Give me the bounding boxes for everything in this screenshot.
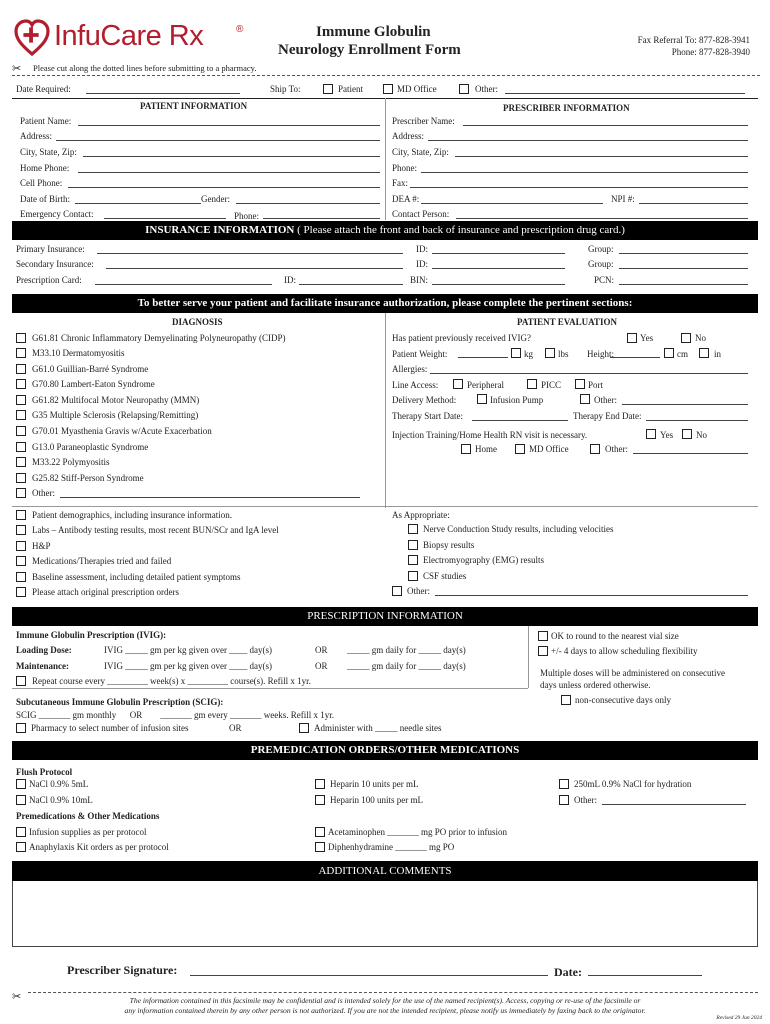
diagnosis-item: G70.01 Myasthenia Gravis w/Acute Exacerbation bbox=[32, 426, 212, 436]
diagnosis-item: G25.82 Stiff-Person Syndrome bbox=[32, 473, 144, 483]
delivery-other-label: Other: bbox=[594, 395, 617, 405]
injection-training-label: Injection Training/Home Health RN visit is necessary. bbox=[392, 430, 588, 440]
administer-needle-sites-checkbox[interactable] bbox=[299, 723, 309, 733]
injection-training-yes-label: Yes bbox=[660, 430, 674, 440]
patient-city-label: City, State, Zip: bbox=[20, 147, 77, 157]
injection-other-label: Other: bbox=[605, 444, 628, 454]
patient-name-field[interactable] bbox=[78, 125, 380, 126]
diagnosis-checkbox-polymyositis[interactable] bbox=[16, 457, 26, 467]
height-in-label: in bbox=[714, 349, 722, 359]
allergies-label: Allergies: bbox=[392, 364, 428, 374]
diagnosis-item: M33.10 Dermatomyositis bbox=[32, 348, 125, 358]
maintenance-ivig-line: IVIG _____ gm per kg given over ____ day(s) bbox=[104, 661, 272, 671]
doc-other-checkbox[interactable] bbox=[392, 586, 402, 596]
footer-disclaimer-1: The information contained in this facsimile may be confidential and is intended solely for the use of the named recipient(s). Access, copying or re-use of the facsimile or bbox=[129, 996, 641, 1005]
diagnosis-checkbox-stiff-person[interactable] bbox=[16, 473, 26, 483]
ivig-previous-no-label: No bbox=[695, 333, 706, 343]
rx-card-id-label: ID: bbox=[284, 275, 296, 285]
fax-referral: Fax Referral To: 877-828-3941 bbox=[637, 35, 750, 45]
diagnosis-checkbox-other[interactable] bbox=[16, 488, 26, 498]
repeat-course-label: Repeat course every _________ week(s) x _________ course(s). Refill x 1yr. bbox=[32, 676, 311, 686]
diagnosis-checkbox-cidp[interactable] bbox=[16, 333, 26, 343]
doc-labs-checkbox[interactable] bbox=[16, 525, 26, 535]
anaphylaxis-kit-checkbox[interactable] bbox=[16, 842, 26, 852]
injection-training-no-label: No bbox=[696, 430, 707, 440]
prescriber-npi-label: NPI #: bbox=[611, 194, 635, 204]
secondary-id-label: ID: bbox=[416, 259, 428, 269]
maintenance-label: Maintenance: bbox=[16, 661, 69, 671]
comments-box[interactable] bbox=[12, 881, 758, 947]
rx-card-id-field[interactable] bbox=[299, 284, 403, 285]
date-required-label: Date Required: bbox=[16, 84, 71, 94]
diagnosis-checkbox-myasthenia[interactable] bbox=[16, 426, 26, 436]
ivig-prescription-title: Immune Globulin Prescription (IVIG): bbox=[16, 630, 167, 640]
diagnosis-item: G61.0 Guillian-Barré Syndrome bbox=[32, 364, 149, 374]
doc-item: H&P bbox=[32, 541, 51, 551]
line-access-port-label: Port bbox=[588, 380, 604, 390]
evaluation-heading: PATIENT EVALUATION bbox=[517, 317, 617, 327]
maintenance-or: OR bbox=[315, 661, 328, 671]
flush-heparin-10-checkbox[interactable] bbox=[315, 779, 325, 789]
prescriber-phone-field[interactable] bbox=[421, 172, 748, 173]
insurance-heading-bar bbox=[12, 221, 758, 240]
title-line-2: Neurology Enrollment Form bbox=[278, 42, 461, 58]
patient-city-field[interactable] bbox=[83, 156, 380, 157]
doc-demographics-checkbox[interactable] bbox=[16, 510, 26, 520]
as-appropriate-label: As Appropriate: bbox=[392, 510, 450, 520]
ship-to-other-label: Other: bbox=[475, 84, 498, 94]
diagnosis-checkbox-dermatomyositis[interactable] bbox=[16, 348, 26, 358]
diagnosis-item: M33.22 Polymyositis bbox=[32, 457, 110, 467]
diagnosis-item: G61.82 Multifocal Motor Neuropathy (MMN) bbox=[32, 395, 200, 405]
ivig-previous-no-checkbox[interactable] bbox=[681, 333, 691, 343]
flush-nacl-5ml-checkbox[interactable] bbox=[16, 779, 26, 789]
prescriber-signature-label: Prescriber Signature: bbox=[67, 963, 178, 977]
prescriber-name-field[interactable] bbox=[463, 125, 748, 126]
patient-address-field[interactable] bbox=[56, 140, 380, 141]
secondary-insurance-label: Secondary Insurance: bbox=[16, 259, 94, 269]
injection-home-label: Home bbox=[475, 444, 497, 454]
prescriber-address-field[interactable] bbox=[428, 140, 748, 141]
allergies-field[interactable] bbox=[430, 373, 748, 374]
documents-divider bbox=[12, 506, 758, 507]
signature-date-label: Date: bbox=[554, 965, 582, 979]
loading-ivig-line: IVIG _____ gm per kg given over ____ day(s) bbox=[104, 645, 272, 655]
scissors-icon: ✂ bbox=[12, 63, 22, 75]
prescriber-contact-label: Contact Person: bbox=[392, 209, 450, 219]
multiple-doses-note: Multiple doses will be administered on consecutive bbox=[540, 668, 725, 678]
rx-card-bin-field[interactable] bbox=[432, 284, 565, 285]
flush-item: NaCl 0.9% 5mL bbox=[29, 779, 89, 789]
premed-item: Acetaminophen _______ mg PO prior to infusion bbox=[328, 827, 507, 837]
ship-to-label: Ship To: bbox=[270, 84, 301, 94]
prescription-heading-bar: PRESCRIPTION INFORMATION bbox=[12, 607, 758, 626]
diagnosis-heading: DIAGNOSIS bbox=[172, 317, 223, 327]
delivery-method-label: Delivery Method: bbox=[392, 395, 457, 405]
round-vial-checkbox[interactable] bbox=[538, 631, 548, 641]
primary-id-field[interactable] bbox=[432, 253, 565, 254]
heart-logo-icon bbox=[14, 18, 50, 58]
doc-medications-checkbox[interactable] bbox=[16, 556, 26, 566]
primary-insurance-field[interactable] bbox=[97, 253, 403, 254]
prescriber-dea-field[interactable] bbox=[421, 203, 603, 204]
doc-item: Biopsy results bbox=[423, 540, 475, 550]
ship-to-patient-checkbox[interactable] bbox=[323, 84, 333, 94]
doc-item: Electromyography (EMG) results bbox=[423, 555, 544, 565]
injection-training-no-checkbox[interactable] bbox=[682, 429, 692, 439]
doc-other-label: Other: bbox=[407, 586, 430, 596]
injection-other-checkbox[interactable] bbox=[590, 444, 600, 454]
brand-name: InfuCare Rx bbox=[54, 20, 204, 52]
flush-nacl-hydration-checkbox[interactable] bbox=[559, 779, 569, 789]
primary-group-field[interactable] bbox=[619, 253, 748, 254]
diagnosis-checkbox-ms[interactable] bbox=[16, 410, 26, 420]
patient-home-phone-label: Home Phone: bbox=[20, 163, 70, 173]
injection-md-office-checkbox[interactable] bbox=[515, 444, 525, 454]
insurance-heading-note: ( Please attach the front and back of insurance and prescription drug card.) bbox=[294, 224, 625, 236]
pharmacy-select-sites-checkbox[interactable] bbox=[16, 723, 26, 733]
scissors-icon: ✂ bbox=[12, 991, 22, 1003]
doc-item: Patient demographics, including insurance information. bbox=[32, 510, 232, 520]
patient-emergency-phone-field[interactable] bbox=[263, 218, 380, 219]
secondary-group-label: Group: bbox=[588, 259, 614, 269]
prescriber-signature-field[interactable] bbox=[190, 975, 548, 976]
prescription-column-divider bbox=[528, 626, 529, 688]
prescriber-info-heading: PRESCRIBER INFORMATION bbox=[503, 103, 630, 113]
scheduling-flex-label: +/- 4 days to allow scheduling flexibility bbox=[551, 646, 698, 656]
doc-emg-checkbox[interactable] bbox=[408, 555, 418, 565]
diagnosis-checkbox-guillain-barre[interactable] bbox=[16, 364, 26, 374]
flush-item: Heparin 10 units per mL bbox=[330, 779, 419, 789]
flush-item: 250mL 0.9% NaCl for hydration bbox=[574, 779, 692, 789]
info-column-divider bbox=[385, 98, 386, 220]
date-required-field[interactable] bbox=[86, 93, 240, 94]
prescriber-city-field[interactable] bbox=[455, 156, 748, 157]
injection-other-field[interactable] bbox=[633, 453, 748, 454]
patient-cell-phone-label: Cell Phone: bbox=[20, 178, 63, 188]
scig-prescription-title: Subcutaneous Immune Globulin Prescription (SCIG): bbox=[16, 697, 224, 707]
diagnosis-item: G13.0 Paraneoplastic Syndrome bbox=[32, 442, 149, 452]
rx-card-pcn-label: PCN: bbox=[594, 275, 615, 285]
flush-other-label: Other: bbox=[574, 795, 597, 805]
prescriber-fax-field[interactable] bbox=[410, 187, 748, 188]
ship-to-other-field[interactable] bbox=[505, 93, 745, 94]
line-access-peripheral-label: Peripheral bbox=[467, 380, 504, 390]
ship-to-md-office-checkbox[interactable] bbox=[383, 84, 393, 94]
secondary-id-field[interactable] bbox=[432, 268, 565, 269]
patient-name-label: Patient Name: bbox=[20, 116, 72, 126]
diagnosis-other-field[interactable] bbox=[60, 497, 360, 498]
secondary-insurance-field[interactable] bbox=[106, 268, 403, 269]
ivig-previous-yes-checkbox[interactable] bbox=[627, 333, 637, 343]
doc-baseline-checkbox[interactable] bbox=[16, 572, 26, 582]
line-access-port-checkbox[interactable] bbox=[575, 379, 585, 389]
phone-number: Phone: 877-828-3940 bbox=[671, 47, 750, 57]
logo bbox=[14, 18, 254, 58]
injection-home-checkbox[interactable] bbox=[461, 444, 471, 454]
therapy-end-date-label: Therapy End Date: bbox=[573, 411, 642, 421]
injection-md-office-label: MD Office bbox=[529, 444, 569, 454]
weight-kg-checkbox[interactable] bbox=[511, 348, 521, 358]
weight-lbs-label: lbs bbox=[558, 349, 569, 359]
flush-heparin-100-checkbox[interactable] bbox=[315, 795, 325, 805]
height-cm-checkbox[interactable] bbox=[664, 348, 674, 358]
comments-heading-bar: ADDITIONAL COMMENTS bbox=[12, 861, 758, 881]
doc-hp-checkbox[interactable] bbox=[16, 541, 26, 551]
patient-info-heading: PATIENT INFORMATION bbox=[140, 101, 248, 111]
doc-item: Baseline assessment, including detailed patient symptoms bbox=[32, 572, 241, 582]
cut-note: Please cut along the dotted lines before submitting to a pharmacy. bbox=[33, 63, 257, 73]
line-access-picc-label: PICC bbox=[541, 380, 562, 390]
prescriber-contact-field[interactable] bbox=[456, 218, 748, 219]
premed-item: Diphenhydramine _______ mg PO bbox=[328, 842, 455, 852]
weight-lbs-checkbox[interactable] bbox=[545, 348, 555, 358]
doc-biopsy-checkbox[interactable] bbox=[408, 540, 418, 550]
loading-daily-line: _____ gm daily for _____ day(s) bbox=[347, 645, 466, 655]
prescription-card-label: Prescription Card: bbox=[16, 275, 82, 285]
repeat-course-checkbox[interactable] bbox=[16, 676, 26, 686]
delivery-infusion-pump-checkbox[interactable] bbox=[477, 394, 487, 404]
scig-or: OR bbox=[229, 723, 242, 733]
diagnosis-checkbox-lambert-eaton[interactable] bbox=[16, 379, 26, 389]
patient-weight-label: Patient Weight: bbox=[392, 349, 448, 359]
line-access-picc-checkbox[interactable] bbox=[527, 379, 537, 389]
rx-card-bin-label: BIN: bbox=[410, 275, 428, 285]
flush-item: NaCl 0.9% 10mL bbox=[29, 795, 93, 805]
revised-date: Revised 29 Jun 2024 bbox=[716, 1015, 762, 1021]
primary-insurance-label: Primary Insurance: bbox=[16, 244, 85, 254]
prescriber-fax-label: Fax: bbox=[392, 178, 409, 188]
patient-cell-phone-field[interactable] bbox=[68, 187, 380, 188]
doc-item: CSF studies bbox=[423, 571, 467, 581]
flush-item: Heparin 100 units per mL bbox=[330, 795, 423, 805]
footer-disclaimer-2: any information contained therein by any other person is not authorized. If you are not the intended recipient, please notify us immediately by faxing back to the originator. bbox=[124, 1006, 646, 1015]
prescriber-address-label: Address: bbox=[392, 131, 424, 141]
flush-protocol-title: Flush Protocol bbox=[16, 767, 73, 777]
loading-dose-label: Loading Dose: bbox=[16, 645, 72, 655]
prescriber-phone-label: Phone: bbox=[392, 163, 418, 173]
title-line-1: Immune Globulin bbox=[316, 24, 431, 40]
patient-height-field[interactable] bbox=[610, 357, 660, 358]
diagnosis-checkbox-paraneoplastic[interactable] bbox=[16, 442, 26, 452]
bottom-cut-line bbox=[28, 992, 758, 993]
diagnosis-item: G61.81 Chronic Inflammatory Demyelinating Polyneuropathy (CIDP) bbox=[32, 333, 286, 343]
loading-or: OR bbox=[315, 645, 328, 655]
premed-heading-bar: PREMEDICATION ORDERS/OTHER MEDICATIONS bbox=[12, 741, 758, 760]
patient-height-label: Height: bbox=[587, 349, 614, 359]
line-access-peripheral-checkbox[interactable] bbox=[453, 379, 463, 389]
prescriber-npi-field[interactable] bbox=[639, 203, 748, 204]
doc-item: Labs – Antibody testing results, most recent BUN/SCr and IgA level bbox=[32, 525, 279, 535]
doc-item: Please attach original prescription orders bbox=[32, 587, 179, 597]
therapy-start-date-field[interactable] bbox=[472, 420, 568, 421]
pharmacy-select-sites-label: Pharmacy to select number of infusion sites bbox=[31, 723, 189, 733]
prescriber-city-label: City, State, Zip: bbox=[392, 147, 449, 157]
prescriber-name-label: Prescriber Name: bbox=[392, 116, 455, 126]
acetaminophen-checkbox[interactable] bbox=[315, 827, 325, 837]
non-consecutive-label: non-consecutive days only bbox=[575, 695, 671, 705]
administer-needle-sites-label: Administer with _____ needle sites bbox=[314, 723, 442, 733]
round-vial-label: OK to round to the nearest vial size bbox=[551, 631, 679, 641]
patient-emergency-label: Emergency Contact: bbox=[20, 209, 94, 219]
sections-instruction-bar: To better serve your patient and facilitate insurance authorization, please complete the pertinent sections: bbox=[12, 294, 758, 313]
prescription-ivig-divider bbox=[12, 688, 528, 689]
patient-dob-field[interactable] bbox=[75, 203, 201, 204]
cut-line bbox=[12, 75, 760, 76]
primary-id-label: ID: bbox=[416, 244, 428, 254]
premed-item: Anaphylaxis Kit orders as per protocol bbox=[29, 842, 169, 852]
ivig-previous-question: Has patient previously received IVIG? bbox=[392, 333, 531, 343]
scig-dose-line: SCIG _______ gm monthly OR _______ gm every _______ weeks. Refill x 1yr. bbox=[16, 710, 334, 720]
ship-to-patient-label: Patient bbox=[338, 84, 363, 94]
patient-home-phone-field[interactable] bbox=[78, 172, 380, 173]
multiple-doses-note-2: days unless ordered otherwise. bbox=[540, 680, 651, 690]
maintenance-daily-line: _____ gm daily for _____ day(s) bbox=[347, 661, 466, 671]
line-access-label: Line Access: bbox=[392, 380, 439, 390]
premed-item: Infusion supplies as per protocol bbox=[29, 827, 147, 837]
patient-gender-label: Gender: bbox=[201, 194, 230, 204]
prescriber-dea-label: DEA #: bbox=[392, 194, 420, 204]
doc-prescription-orders-checkbox[interactable] bbox=[16, 587, 26, 597]
patient-emergency-field[interactable] bbox=[104, 218, 226, 219]
non-consecutive-checkbox[interactable] bbox=[561, 695, 571, 705]
diagnosis-column-divider bbox=[385, 313, 386, 508]
doc-item: Nerve Conduction Study results, including velocities bbox=[423, 524, 614, 534]
premedications-title: Premedications & Other Medications bbox=[16, 811, 160, 821]
patient-address-label: Address: bbox=[20, 131, 52, 141]
diagnosis-item: G35 Multiple Sclerosis (Relapsing/Remitting) bbox=[32, 410, 199, 420]
delivery-infusion-pump-label: Infusion Pump bbox=[490, 395, 544, 405]
flush-other-field[interactable] bbox=[602, 804, 746, 805]
flush-other-checkbox[interactable] bbox=[559, 795, 569, 805]
delivery-other-checkbox[interactable] bbox=[580, 394, 590, 404]
infusion-supplies-checkbox[interactable] bbox=[16, 827, 26, 837]
rx-card-pcn-field[interactable] bbox=[619, 284, 748, 285]
scheduling-flex-checkbox[interactable] bbox=[538, 646, 548, 656]
doc-other-field[interactable] bbox=[435, 595, 748, 596]
therapy-start-date-label: Therapy Start Date: bbox=[392, 411, 463, 421]
ship-to-other-checkbox[interactable] bbox=[459, 84, 469, 94]
patient-gender-field[interactable] bbox=[236, 203, 380, 204]
doc-item: Medications/Therapies tried and failed bbox=[32, 556, 172, 566]
diagnosis-checkbox-mmn[interactable] bbox=[16, 395, 26, 405]
doc-csf-checkbox[interactable] bbox=[408, 571, 418, 581]
patient-weight-field[interactable] bbox=[458, 357, 508, 358]
weight-kg-label: kg bbox=[524, 349, 533, 359]
secondary-group-field[interactable] bbox=[619, 268, 748, 269]
height-cm-label: cm bbox=[677, 349, 688, 359]
therapy-end-date-field[interactable] bbox=[646, 420, 748, 421]
diagnosis-other-label: Other: bbox=[32, 488, 55, 498]
delivery-other-field[interactable] bbox=[622, 404, 748, 405]
height-in-checkbox[interactable] bbox=[699, 348, 709, 358]
insurance-heading: INSURANCE INFORMATION bbox=[145, 224, 295, 236]
diphenhydramine-checkbox[interactable] bbox=[315, 842, 325, 852]
diagnosis-item: G70.80 Lambert-Eaton Syndrome bbox=[32, 379, 155, 389]
patient-emergency-phone-label: Phone: bbox=[234, 211, 260, 221]
patient-dob-label: Date of Birth: bbox=[20, 194, 70, 204]
prescription-card-field[interactable] bbox=[95, 284, 272, 285]
flush-nacl-10ml-checkbox[interactable] bbox=[16, 795, 26, 805]
ivig-previous-yes-label: Yes bbox=[640, 333, 654, 343]
injection-training-yes-checkbox[interactable] bbox=[646, 429, 656, 439]
ship-to-md-office-label: MD Office bbox=[397, 84, 437, 94]
primary-group-label: Group: bbox=[588, 244, 614, 254]
signature-date-field[interactable] bbox=[588, 975, 702, 976]
doc-nerve-conduction-checkbox[interactable] bbox=[408, 524, 418, 534]
brand-registered: ® bbox=[236, 24, 244, 35]
